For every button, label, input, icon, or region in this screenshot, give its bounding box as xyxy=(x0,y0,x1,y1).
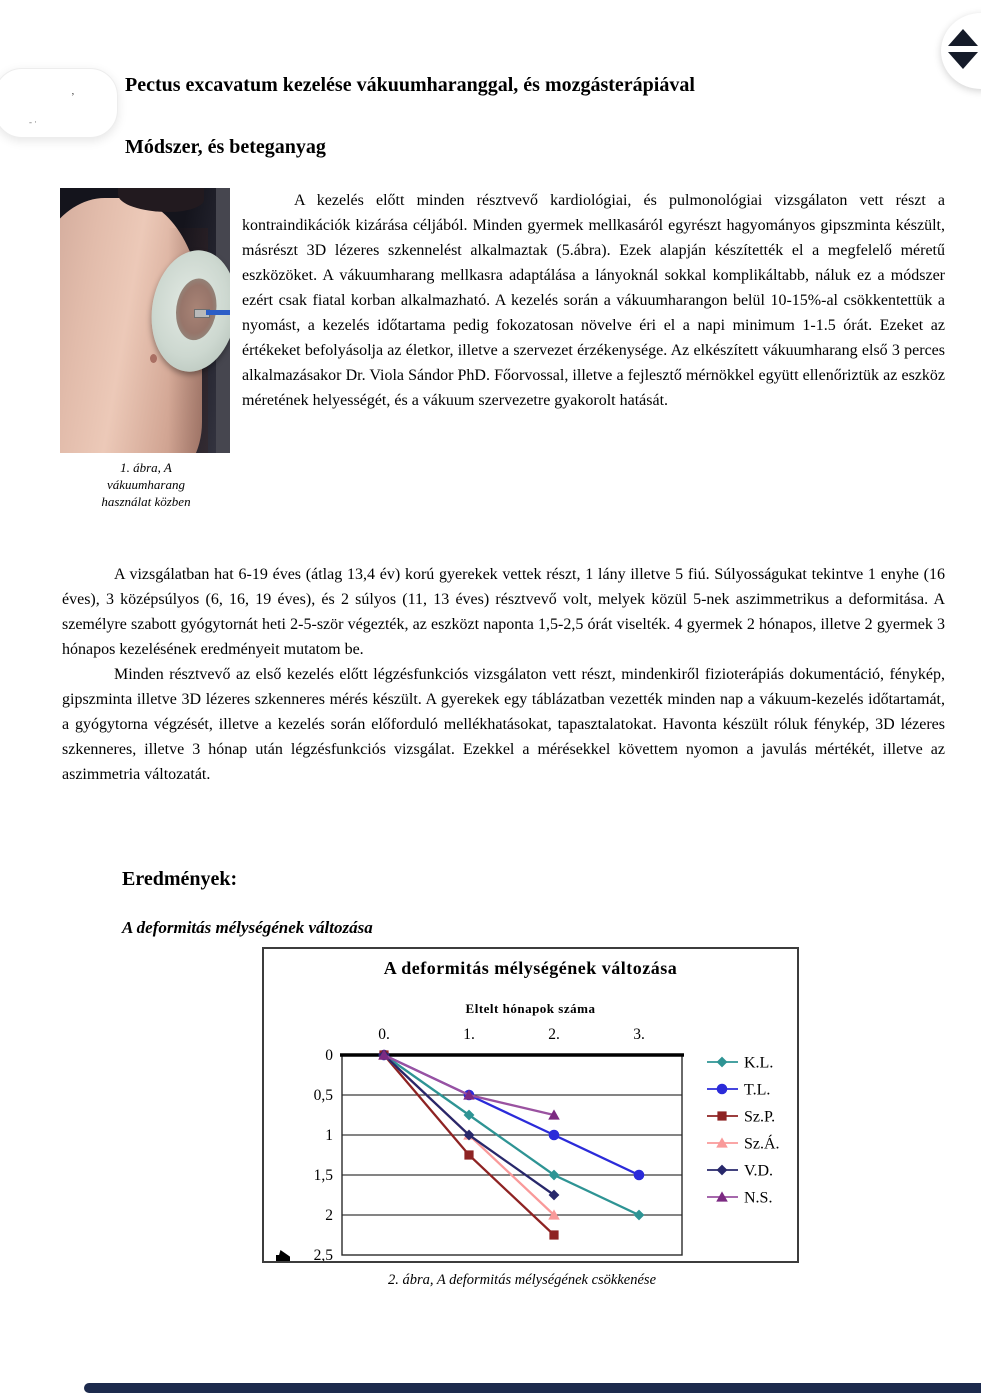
svg-text:1.: 1. xyxy=(463,1026,475,1043)
svg-text:1,5: 1,5 xyxy=(313,1167,333,1184)
method-section-row xyxy=(60,188,945,510)
paragraph-3: Minden résztvevő az első kezelés előtt légzésfunkciós vizsgálaton vett részt, mindenkiről fizioterápiás dokumentáció, fénykép, gipszminta illetve 3D lézeres szkenneres mérés készült. A gyerekek egy táblázatban vezették minden nap a vákuum-kezelés időtartamát, a gyógytorna végzését, illetve a kezelés során előforduló mellékhatásokat, tapasztalatokat. Havonta készült róluk fénykép, 3D lézeres szkenneres, illetve 3 hónap után légzésfunkciós vizsgálat. Ezekkel a mérésekkel követtem nyomon a javulás mértékét, illetve az aszimmetria változatát. xyxy=(62,666,945,783)
down-triangle-icon xyxy=(948,52,978,69)
body-paragraphs xyxy=(62,562,945,787)
bubble-mark: ’ xyxy=(71,91,75,103)
svg-text:0: 0 xyxy=(325,1047,333,1064)
horizontal-scrollbar-thumb[interactable] xyxy=(84,1383,981,1393)
line-chart xyxy=(264,949,797,1261)
svg-text:Sz.P.: Sz.P. xyxy=(744,1108,776,1126)
photo-detail xyxy=(150,354,157,363)
figure1-caption xyxy=(60,459,232,510)
figure1-caption-line: vákuumharang xyxy=(107,477,185,492)
scroll-button[interactable] xyxy=(941,13,981,89)
bubble-mark: -· xyxy=(29,117,39,127)
paragraph-1: A kezelés előtt minden résztvevő kardiológiai, és pulmonológiai vizsgálaton vett részt a kontraindikációk kizárása céljából. Minden gyermek mellkasáról egyrészt hagyományos gipszminta készült, másrészt 3D lézeres szkennelést alkalmaztak (5.ábra). Ezek alapján készítették el a megfelelő méretű eszközöket. A vákuumharang mellkasra adaptálása a lányoknál sokkal komplikáltabb, náluk ez a módszer ezért csak fiatal korban alkalmazható. A kezelés során a vákuumharangon belül 10-15%-al csökkentettük a nyomást, a kezelés időtartama pedig fokozatosan növelve éri el a napi minimum 1-1.5 órát. Ezeket az értékeket befolyásolja az életkor, illetve a szervezet érzékenysége. Az elkészített vákuumharang első 3 perces alkalmazásakor Dr. Viola Sándor PhD. Főorvossal, illetve a fejlesztő mérnökkel együtt ellenőriztük az eszköz méretének helyességét, és a vákuum szervezetre gyakorolt hatását. xyxy=(242,192,945,409)
chart-title: A deformitás mélységének változása xyxy=(383,958,678,978)
figure1-caption-line: használat közben xyxy=(101,494,191,509)
up-triangle-icon xyxy=(948,29,978,46)
svg-text:0.: 0. xyxy=(378,1026,390,1043)
results-subheading: A deformitás mélységének változása xyxy=(122,918,373,937)
svg-text:0,5: 0,5 xyxy=(313,1087,333,1104)
svg-text:1: 1 xyxy=(325,1127,333,1144)
svg-text:N.S.: N.S. xyxy=(744,1189,773,1207)
figure1 xyxy=(60,188,232,510)
results-heading: Eredmények: xyxy=(122,868,238,890)
svg-text:3.: 3. xyxy=(633,1026,645,1043)
paragraph-2: A vizsgálatban hat 6-19 éves (átlag 13,4 év) korú gyerekek vettek részt, 1 lány illetve 5 fiú. Súlyosságukat tekintve 1 enyhe (16 éves), 3 középsúlyos (6, 16, 19 éves), és 2 súlyos (11, 13 éves) résztvevő volt, melyek közül 5-nek aszimmetrikus a deformitása. A személyre szabott gyógytornát heti 2-5-ször végezték, az eszközt naponta 1,5-2,5 órát viselték. 4 gyermek 2 hónapos, illetve 2 gyermek 3 hónapos kezelésének eredményeit mutatom be. xyxy=(62,566,945,658)
svg-text:2,5: 2,5 xyxy=(313,1247,333,1261)
svg-text:2: 2 xyxy=(325,1207,333,1224)
figure1-caption-line: 1. ábra, A xyxy=(120,460,172,475)
section-heading-method: Módszer, és beteganyag xyxy=(125,136,326,158)
svg-text:T.L.: T.L. xyxy=(744,1081,771,1099)
vacuum-bell-tube xyxy=(206,310,230,315)
figure2-caption: 2. ábra, A deformitás mélységének csökkenése xyxy=(387,1272,657,1288)
overlay-bubble[interactable] xyxy=(0,68,118,138)
chart-x-axis-title: Eltelt hónapok száma xyxy=(465,1001,596,1016)
svg-text:Sz.Á.: Sz.Á. xyxy=(744,1135,780,1153)
svg-text:2.: 2. xyxy=(548,1026,560,1043)
figure1-photo xyxy=(60,188,230,453)
page-title: Pectus excavatum kezelése vákuumharanggal, és mozgásterápiával xyxy=(125,74,695,96)
svg-text:V.D.: V.D. xyxy=(744,1162,774,1180)
chart-figure xyxy=(262,947,799,1263)
svg-text:K.L.: K.L. xyxy=(744,1054,774,1072)
